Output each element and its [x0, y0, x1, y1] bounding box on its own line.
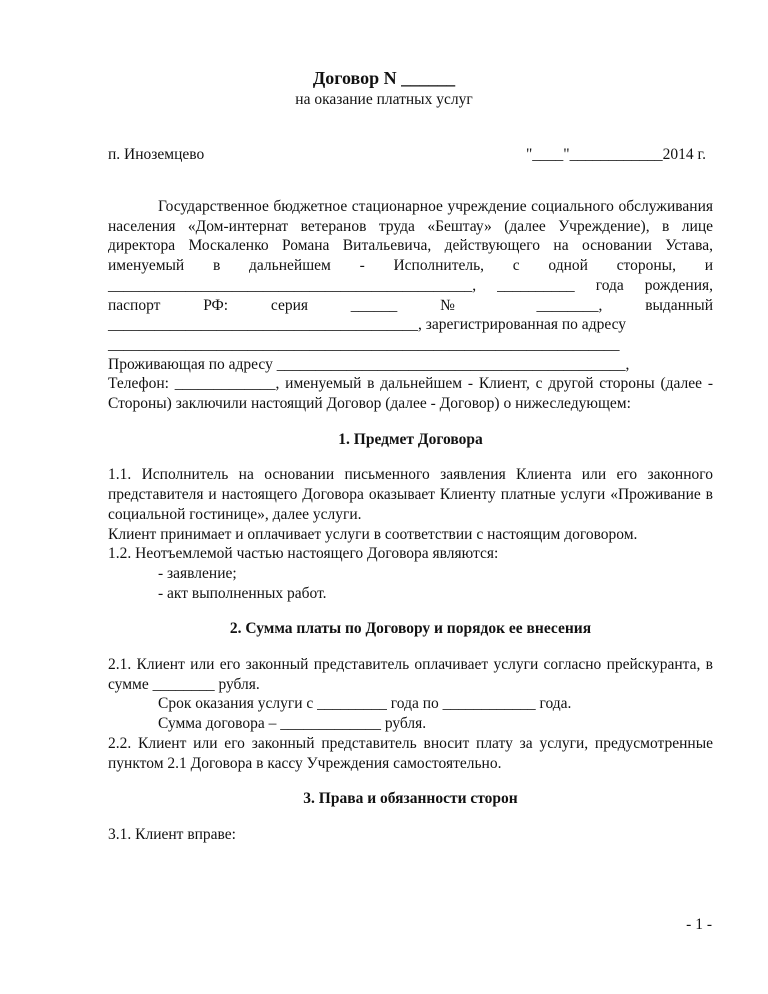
- contract-sum-line: Сумма договора – _____________ рубля.: [158, 715, 427, 733]
- section-3-heading: 3. Права и обязанности сторон: [303, 790, 518, 808]
- list-item: - акт выполненных работ.: [158, 584, 327, 602]
- section-2-heading: 2. Сумма платы по Договору и порядок ее внесения: [229, 620, 592, 638]
- contract-subtitle: на оказание платных услуг: [295, 91, 473, 108]
- service-term-line: Срок оказания услуги с _________ года по ____________ года.: [158, 695, 572, 713]
- residence-line: Проживающая по адресу _____________________________________________,: [108, 355, 630, 373]
- contract-place: п. Иноземцево: [108, 146, 205, 163]
- clause-1-1-continued: Клиент принимает и оплачивает услуги в соответствии с настоящим договором.: [108, 525, 638, 543]
- contract-body: [108, 197, 713, 845]
- phone-paragraph: Телефон: _____________, именуемый в дальнейшем - Клиент, с другой стороны (далее - Стороны) заключили настоящий Договор (далее - Договор) о нижеследующем:: [108, 375, 713, 413]
- preamble-paragraph: Государственное бюджетное стационарное учреждение социального обслуживания населения «Дом-интернат ветеранов труда «Бештау» (далее Учреждение), в лице директора Москаленко Романа Витальевича, действующего на основании Устава, именуемый в дальнейшем - Исполнитель, с одной стороны, и _______________________________________________, __________ года рождения, паспорт РФ: серия ______ № ________, выданный ________________________________________, зарегистрированная по адресу: [108, 198, 713, 334]
- page-number: - 1 -: [686, 916, 712, 933]
- address-blank-line: __________________________________________________________________: [108, 335, 620, 353]
- clause-3-1: 3.1. Клиент вправе:: [108, 825, 236, 843]
- clause-2-1: 2.1. Клиент или его законный представитель оплачивает услуги согласно прейскуранта, в сумме ________ рубля.: [108, 656, 713, 693]
- contract-date: "____"____________2014 г.: [525, 146, 706, 163]
- contract-title: Договор N ______: [312, 68, 456, 88]
- section-1-heading: 1. Предмет Договора: [338, 430, 483, 448]
- clause-1-2: 1.2. Неотъемлемой частью настоящего Договора являются:: [108, 545, 499, 563]
- clause-2-2: 2.2. Клиент или его законный представитель вносит плату за услуги, предусмотренные пунктом 2.1 Договора в кассу Учреждения самостоятельно.: [108, 734, 713, 772]
- clause-1-1: 1.1. Исполнитель на основании письменного заявления Клиента или его законного представителя и настоящего Договора оказывает Клиенту платные услуги «Проживание в социальной гостинице», далее услуги.: [108, 466, 713, 523]
- list-item: - заявление;: [158, 564, 237, 582]
